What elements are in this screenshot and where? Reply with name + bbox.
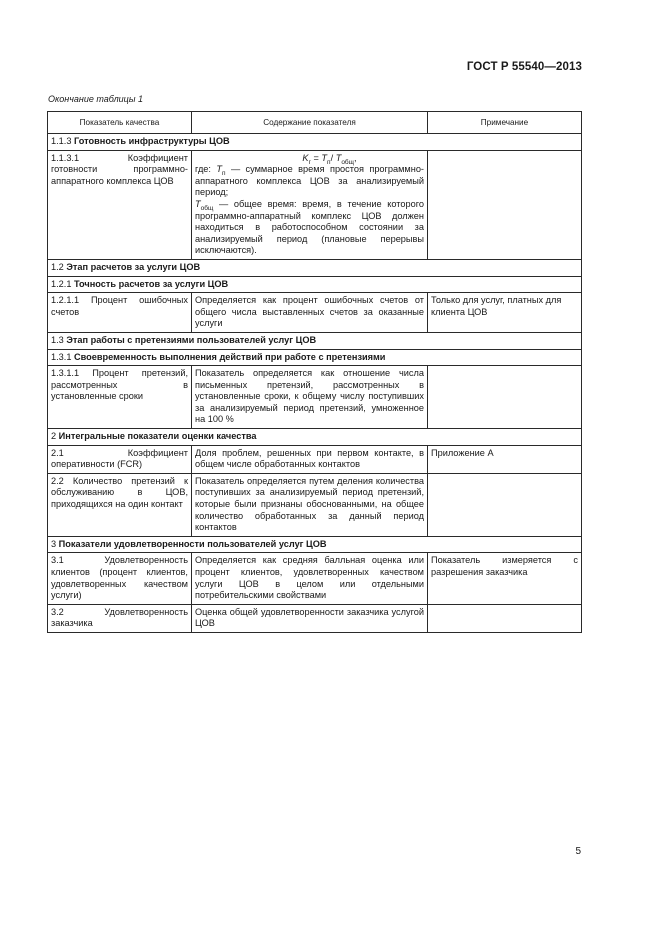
section-row xyxy=(48,276,582,293)
indicator-cell: 1.3.1.1 Процент претензий, рассмотренных в установленные сроки xyxy=(48,366,192,429)
content-cell: Показатель определяется путем деления количества поступивших за анализируемый период претензий, которые были признаны обоснованными, на общее количество обработанных за данный период контактов xyxy=(192,473,428,536)
section-1-3 xyxy=(48,332,582,349)
indicator-cell: 3.1 Удовлетворенность клиентов (процент клиентов, удовлетворенных качеством услуги) xyxy=(48,553,192,604)
section-row xyxy=(48,332,582,349)
page-number: 5 xyxy=(575,846,581,857)
section-1-2 xyxy=(48,259,582,276)
table-header-row xyxy=(48,112,582,134)
table-row xyxy=(48,553,582,604)
section-row xyxy=(48,349,582,366)
section-1-1-3 xyxy=(48,134,582,151)
section-title: Своевременность выполнения действий при работе с претензиями xyxy=(74,351,386,362)
table-caption: Окончание таблицы 1 xyxy=(48,94,143,104)
table-row xyxy=(48,366,582,429)
content-cell: Определяется как процент ошибочных счетов от общего числа выставленных счетов за оказанные услуги xyxy=(192,293,428,333)
section-number: 1.1.3 xyxy=(51,136,74,146)
indicator-cell: 2.2 Количество претензий к обслуживанию в ЦОВ, приходящихся на один контакт xyxy=(48,473,192,536)
section-1-2-1 xyxy=(48,276,582,293)
section-number: 1.3 xyxy=(51,334,67,345)
indicator-cell: 3.2 Удовлетворенность заказчика xyxy=(48,604,192,632)
column-header-note: Примечание xyxy=(428,112,582,134)
formula-explanation-tg: $T_{общ}$ — общее время: время, в течение которого программно-аппаратный комплекс ЦОВ должен находиться в работоспособном состоянии за анализируемый период (плановые перерывы исключаются). xyxy=(195,198,424,256)
section-title: Интегральные показатели оценки качества xyxy=(58,431,257,442)
content-cell: Оценка общей удовлетворенности заказчика услугой ЦОВ xyxy=(192,604,428,632)
note-cell xyxy=(428,366,582,429)
section-title: Точность расчетов за услуги ЦОВ xyxy=(74,278,229,289)
table-row xyxy=(48,150,582,259)
section-title: Этап расчетов за услуги ЦОВ xyxy=(66,261,201,272)
table-row xyxy=(48,445,582,473)
note-cell: Приложение А xyxy=(428,445,582,473)
indicator-cell: 1.1.3.1 Коэффициент готовности программно-аппаратного комплекса ЦОВ xyxy=(48,150,192,259)
note-cell xyxy=(428,150,582,259)
section-row xyxy=(48,134,582,151)
section-number: 1.2.1 xyxy=(51,278,74,289)
section-number: 1.3.1 xyxy=(51,351,74,362)
section-1-3-1 xyxy=(48,349,582,366)
section-title: Показатели удовлетворенности пользователей услуг ЦОВ xyxy=(58,538,327,549)
formula-explanation-tp: где: $T_п$ — суммарное время простоя программно-аппаратного комплекса ЦОВ за анализируемый период; xyxy=(195,164,424,198)
content-cell: Показатель определяется как отношение числа письменных претензий, рассмотренных в установленные сроки, к общему числу поступивших за анализируемый период претензий, умноженное на 100 % xyxy=(192,366,428,429)
section-number: 2 xyxy=(51,431,59,442)
indicator-cell: 1.2.1.1 Процент ошибочных счетов xyxy=(48,293,192,333)
section-row xyxy=(48,259,582,276)
quality-indicators-table xyxy=(47,111,582,633)
section-title: Готовность инфраструктуры ЦОВ xyxy=(74,136,230,146)
note-cell: Только для услуг, платных для клиента ЦОВ xyxy=(428,293,582,333)
content-cell xyxy=(192,150,428,259)
section-number: 3 xyxy=(51,538,59,549)
indicator-cell: 2.1 Коэффициент оперативности (FCR) xyxy=(48,445,192,473)
section-title: Этап работы с претензиями пользователей услуг ЦОВ xyxy=(66,334,317,345)
note-cell xyxy=(428,604,582,632)
section-row xyxy=(48,536,582,553)
availability-formula: $K_г = T_п/$ $T_{общ}$, xyxy=(302,152,357,166)
column-header-content: Содержание показателя xyxy=(192,112,428,134)
section-2 xyxy=(48,429,582,446)
note-cell xyxy=(428,473,582,536)
table-row xyxy=(48,473,582,536)
content-cell: Доля проблем, решенных при первом контакте, в общем числе обработанных контактов xyxy=(192,445,428,473)
document-code: ГОСТ Р 55540—2013 xyxy=(466,61,582,73)
table-row xyxy=(48,604,582,632)
section-number: 1.2 xyxy=(51,261,67,272)
column-header-indicator: Показатель качества xyxy=(48,112,192,134)
section-row xyxy=(48,429,582,446)
content-cell: Определяется как средняя балльная оценка или процент клиентов, удовлетворенных качеством услуги ЦОВ в целом или отдельными потребительскими свойствами xyxy=(192,553,428,604)
table-row xyxy=(48,293,582,333)
section-3 xyxy=(48,536,582,553)
note-cell: Показатель измеряется с разрешения заказчика xyxy=(428,553,582,604)
